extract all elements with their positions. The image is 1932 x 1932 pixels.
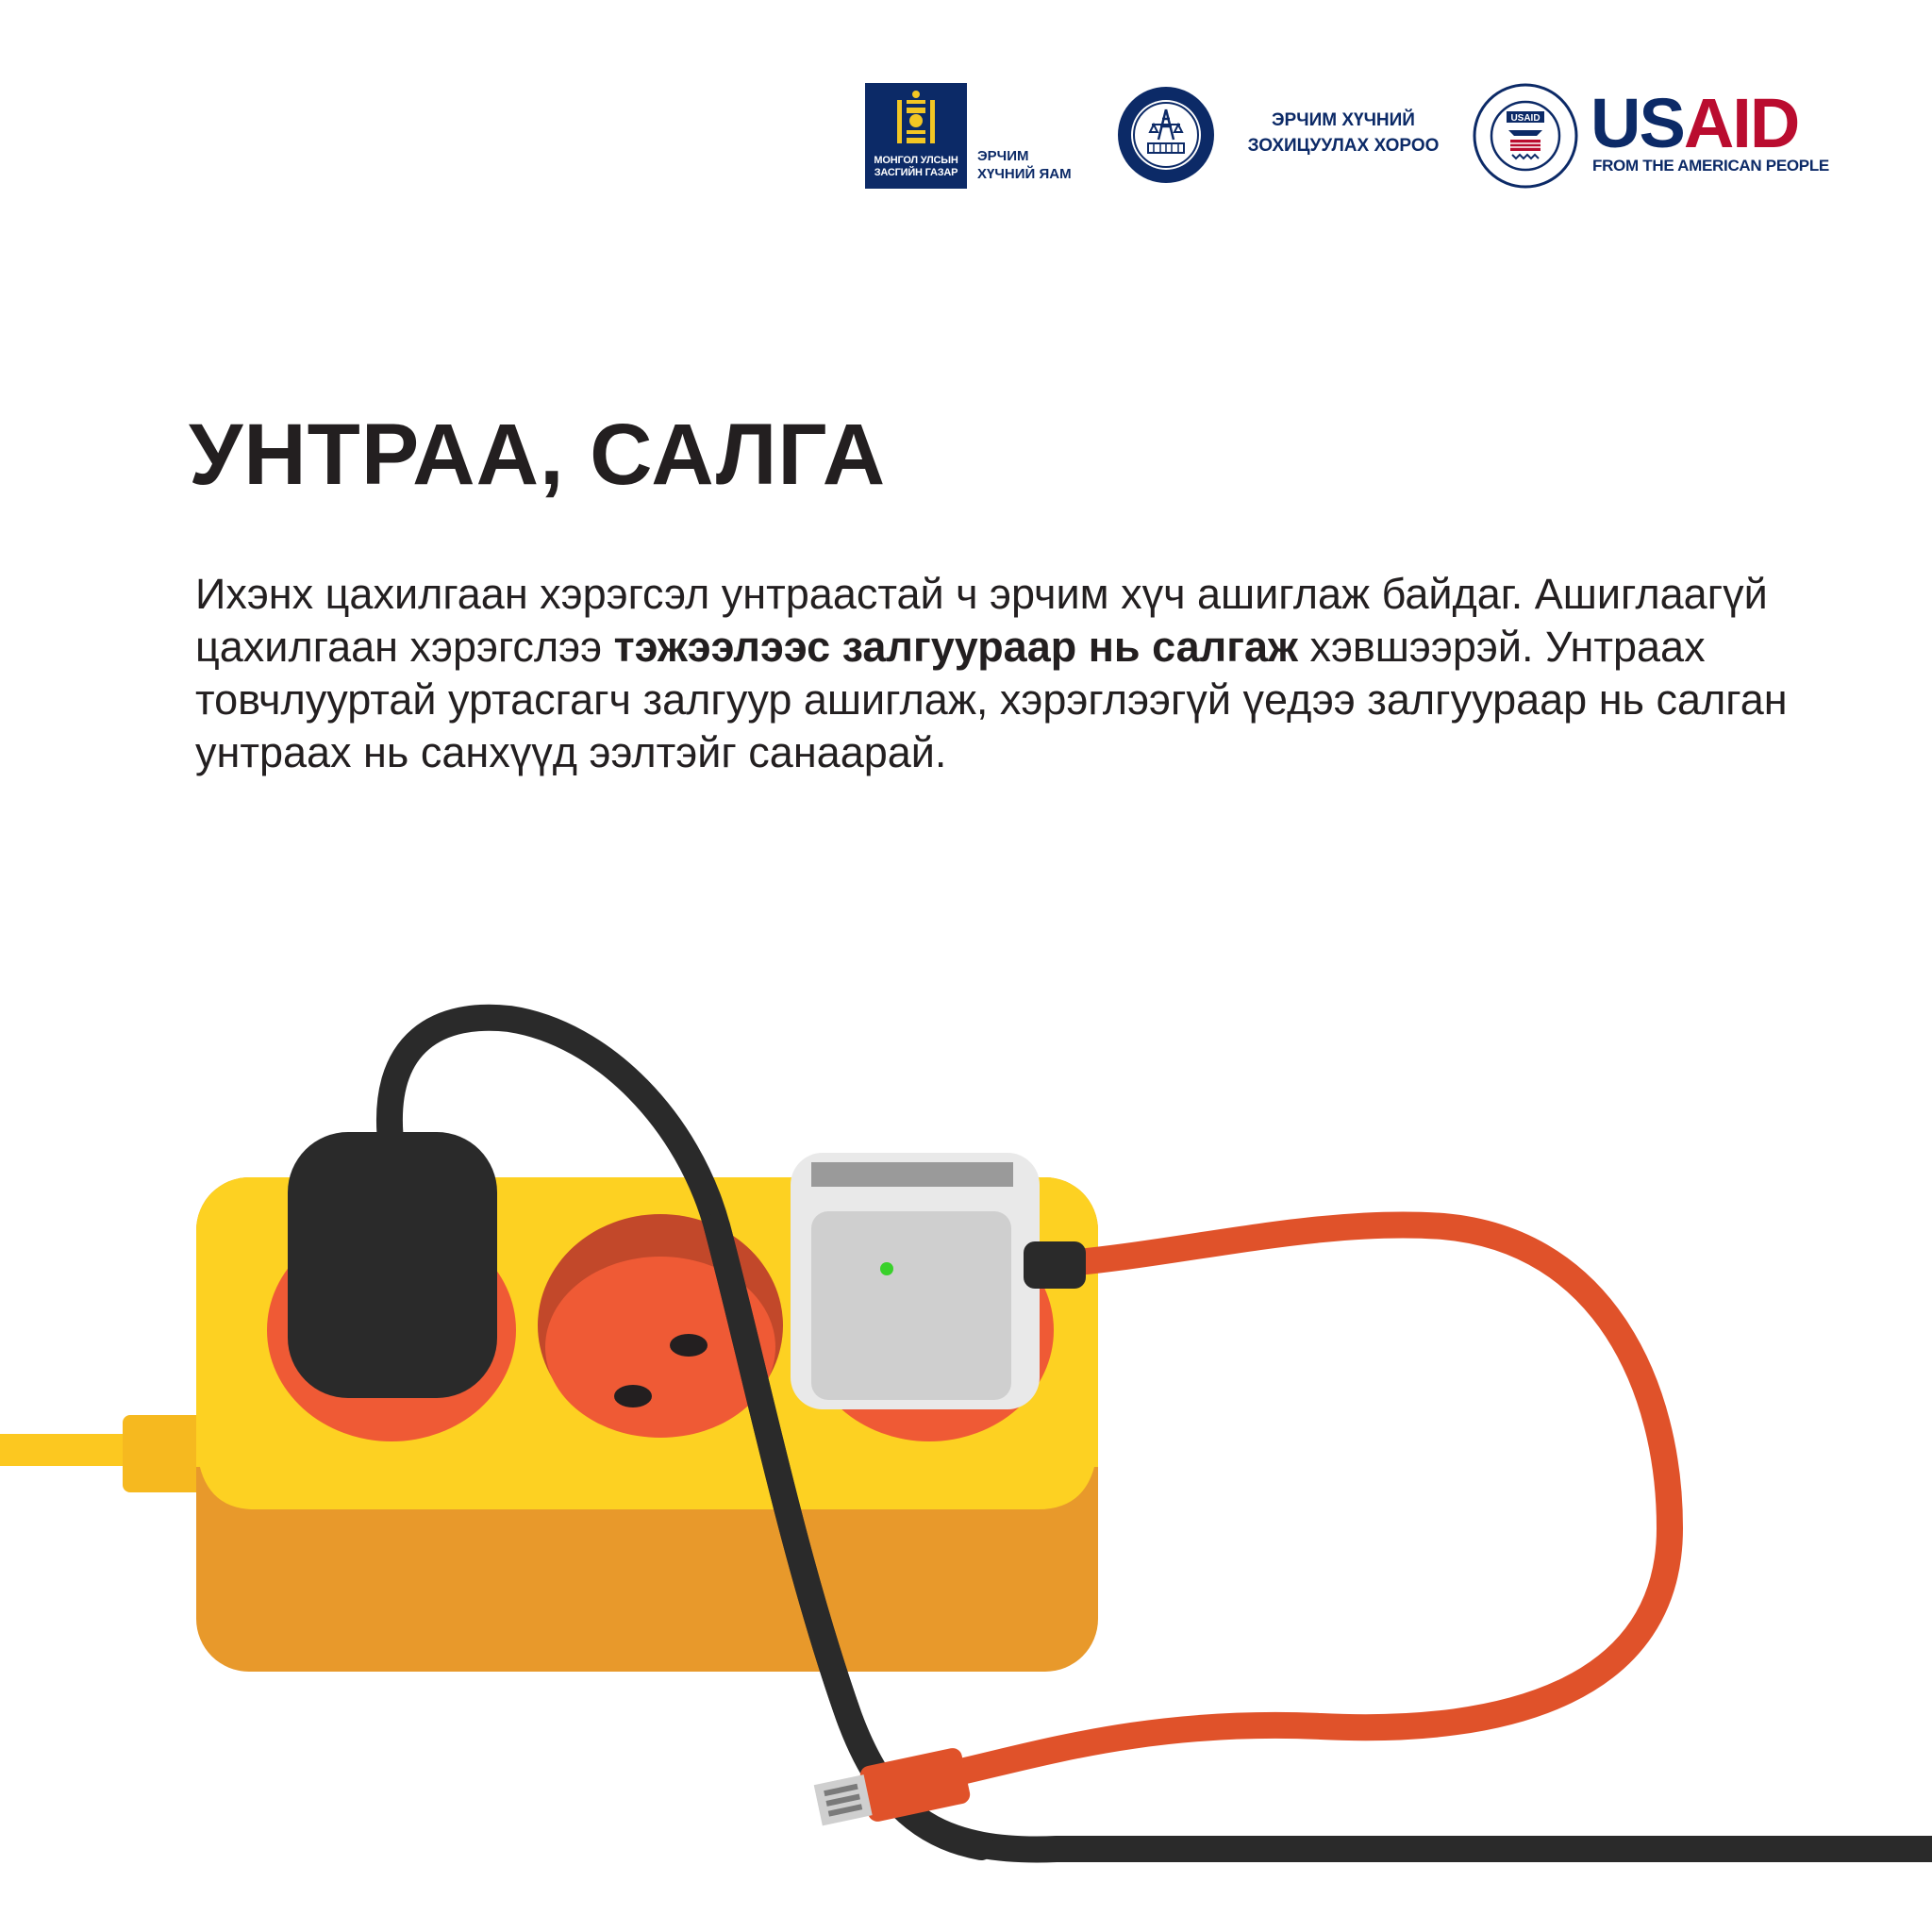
mongolia-government-label: МОНГОЛ УЛСЫН ЗАСГИЙН ГАЗАР [874, 155, 958, 178]
white-charger [791, 1153, 1040, 1409]
erc-name-line-1: ЭРЧИМ ХҮЧНИЙ [1272, 110, 1415, 130]
charger-led-indicator [880, 1262, 893, 1275]
usaid-seal-label: USAID [1510, 113, 1541, 124]
usaid-word-aid: AID [1683, 84, 1799, 162]
ministry-line-1: ЭРЧИМ [977, 148, 1029, 164]
erc-seal-icon [1116, 85, 1216, 185]
body-paragraph [195, 568, 1799, 779]
ministry-line-2: ХҮЧНИЙ ЯАМ [977, 166, 1072, 182]
state-emblem-icon [893, 89, 939, 147]
input-cord [0, 1434, 132, 1466]
usaid-tagline: FROM THE AMERICAN PEOPLE [1592, 157, 1829, 175]
page-title: УНТРАА, САЛГА [189, 407, 887, 503]
partner-logos [0, 75, 1932, 208]
power-strip-illustration [0, 991, 1932, 1932]
erc-name-line-2: ЗОХИЦУУЛАХ ХОРОО [1247, 136, 1440, 156]
black-plug [288, 1132, 497, 1398]
usaid-word-us: US [1591, 84, 1684, 162]
mongolia-government-logo [865, 83, 967, 189]
body-text-part-1: Ихэнх цахилгаан хэрэгсэл унтраастай ч эрчим хүч ашиглаж байдаг. Ашиглаагүй цахилгаан хэрэгслээ [195, 570, 1768, 671]
usaid-wordmark [1591, 84, 1799, 162]
usb-connector [812, 1746, 972, 1833]
body-text-part-2: хэвшээрэй. Унтраах товчлууртай уртасгагч залгуур ашиглаж, хэрэглээгүй үедээ залгуураар нь салган унтраах нь санхүүд ээлтэйг санаарай. [195, 623, 1788, 776]
ministry-of-energy-label [977, 147, 1072, 183]
body-text-bold: тэжээлээс залгуураар нь салгаж [613, 623, 1298, 671]
erc-name-label [1225, 108, 1461, 158]
orange-cable-connector [1024, 1241, 1086, 1289]
usaid-seal-icon [1473, 83, 1578, 189]
